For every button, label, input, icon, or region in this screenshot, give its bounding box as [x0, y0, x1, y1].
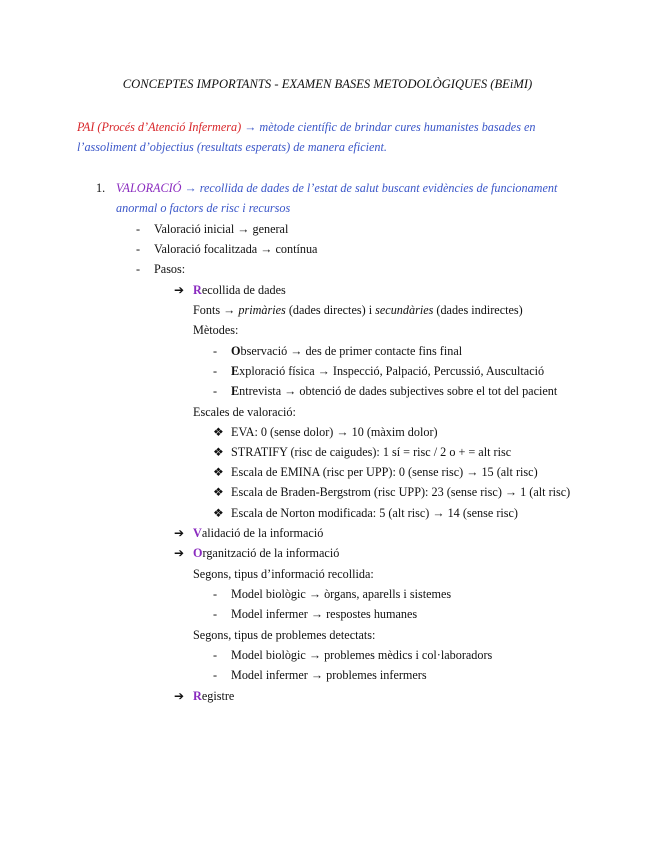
step-initial: O	[193, 546, 203, 560]
segons-info-biologic: Model biològic → òrgans, aparells i sistemes	[231, 587, 452, 601]
metode-text: bservació → des de primer contacte fins final	[240, 344, 463, 358]
segons-prob-biologic: Model biològic → problemes mèdics i col·laboradors	[231, 648, 493, 662]
dash-bullet: -	[136, 242, 141, 256]
metode-exploracio	[231, 363, 544, 379]
escala-braden: Escala de Braden-Bergstrom (risc UPP): 23 (sense risc) → 1 (alt risc)	[231, 485, 571, 499]
escala-eva: EVA: 0 (sense dolor) → 10 (màxim dolor)	[231, 425, 438, 439]
dash-bullet: -	[213, 668, 218, 682]
dash-bullet: -	[136, 222, 141, 236]
step-label: egistre	[201, 689, 235, 703]
metode-entrevista	[231, 383, 557, 399]
diamond-bullet-icon: ❖	[213, 445, 224, 459]
step-registre	[193, 688, 234, 704]
dash-bullet: -	[213, 344, 218, 358]
fonts-primaries: primàries	[238, 303, 286, 317]
step-label: rganització de la informació	[202, 546, 340, 560]
dash-bullet: -	[213, 587, 218, 601]
dash-bullet: -	[213, 607, 218, 621]
diamond-bullet-icon: ❖	[213, 506, 224, 520]
step-label: ecollida de dades	[201, 283, 286, 297]
dash-bullet: -	[213, 364, 218, 378]
metodes-label: Mètodes:	[193, 323, 239, 337]
pai-definition-line-1	[77, 119, 536, 135]
segons-info-label: Segons, tipus d’informació recollida:	[193, 567, 374, 581]
step-organitzacio	[193, 545, 339, 561]
arrow-bullet-icon: ➔	[174, 546, 185, 560]
pai-definition-text: → mètode científic de brindar cures humanistes basades en	[241, 120, 536, 134]
escala-stratify: STRATIFY (risc de caigudes): 1 sí = risc / 2 o + = alt risc	[231, 445, 512, 459]
step-initial: R	[193, 283, 202, 297]
segons-prob-infermer: Model infermer → problemes infermers	[231, 668, 427, 682]
metode-initial: E	[231, 364, 240, 378]
bullet-pasos: Pasos:	[154, 262, 186, 276]
segons-prob-label: Segons, tipus de problemes detectats:	[193, 628, 376, 642]
arrow-bullet-icon: ➔	[174, 689, 185, 703]
arrow-bullet-icon: ➔	[174, 283, 185, 297]
section-number: 1.	[96, 181, 106, 195]
valoracio-line-2: anormal o factors de risc i recursos	[116, 201, 291, 215]
pai-definition-line-2: l’assoliment d’objectius (resultats esperats) de manera eficient.	[77, 140, 387, 154]
document-title: CONCEPTES IMPORTANTS - EXAMEN BASES METODOLÒGIQUES (BEiMI)	[122, 77, 533, 91]
fonts-line	[193, 302, 523, 318]
step-validacio	[193, 525, 323, 541]
metode-text: xploració física → Inspecció, Palpació, Percussió, Auscultació	[239, 364, 545, 378]
step-initial: R	[193, 689, 202, 703]
metode-text: ntrevista → obtenció de dades subjectives sobre el tot del pacient	[239, 384, 558, 398]
step-initial: V	[193, 526, 202, 540]
diamond-bullet-icon: ❖	[213, 465, 224, 479]
escala-emina: Escala de EMINA (risc per UPP): 0 (sense risc) → 15 (alt risc)	[231, 465, 538, 479]
step-recollida	[193, 282, 286, 298]
metode-observacio	[231, 343, 462, 359]
fonts-suffix: (dades indirectes)	[433, 303, 523, 317]
metode-initial: O	[231, 344, 241, 358]
valoracio-term: VALORACIÓ	[116, 181, 182, 195]
arrow-bullet-icon: ➔	[174, 526, 185, 540]
dash-bullet: -	[136, 262, 141, 276]
dash-bullet: -	[213, 648, 218, 662]
fonts-secundaries: secundàries	[375, 303, 434, 317]
pai-term: PAI (Procés d’Atenció Infermera)	[77, 120, 242, 134]
escales-label: Escales de valoració:	[193, 405, 296, 419]
fonts-middle: (dades directes) i	[285, 303, 376, 317]
metode-initial: E	[231, 384, 240, 398]
dash-bullet: -	[213, 384, 218, 398]
bullet-valoracio-inicial: Valoració inicial → general	[154, 222, 289, 236]
diamond-bullet-icon: ❖	[213, 425, 224, 439]
diamond-bullet-icon: ❖	[213, 485, 224, 499]
valoracio-line-1	[116, 180, 557, 196]
step-label: alidació de la informació	[201, 526, 324, 540]
bullet-valoracio-focalitzada: Valoració focalitzada → contínua	[154, 242, 318, 256]
valoracio-definition: → recollida de dades de l’estat de salut buscant evidències de funcionament	[184, 181, 558, 195]
fonts-prefix: Fonts →	[193, 303, 239, 317]
segons-info-infermer: Model infermer → respostes humanes	[231, 607, 418, 621]
escala-norton: Escala de Norton modificada: 5 (alt risc) → 14 (sense risc)	[231, 506, 518, 520]
